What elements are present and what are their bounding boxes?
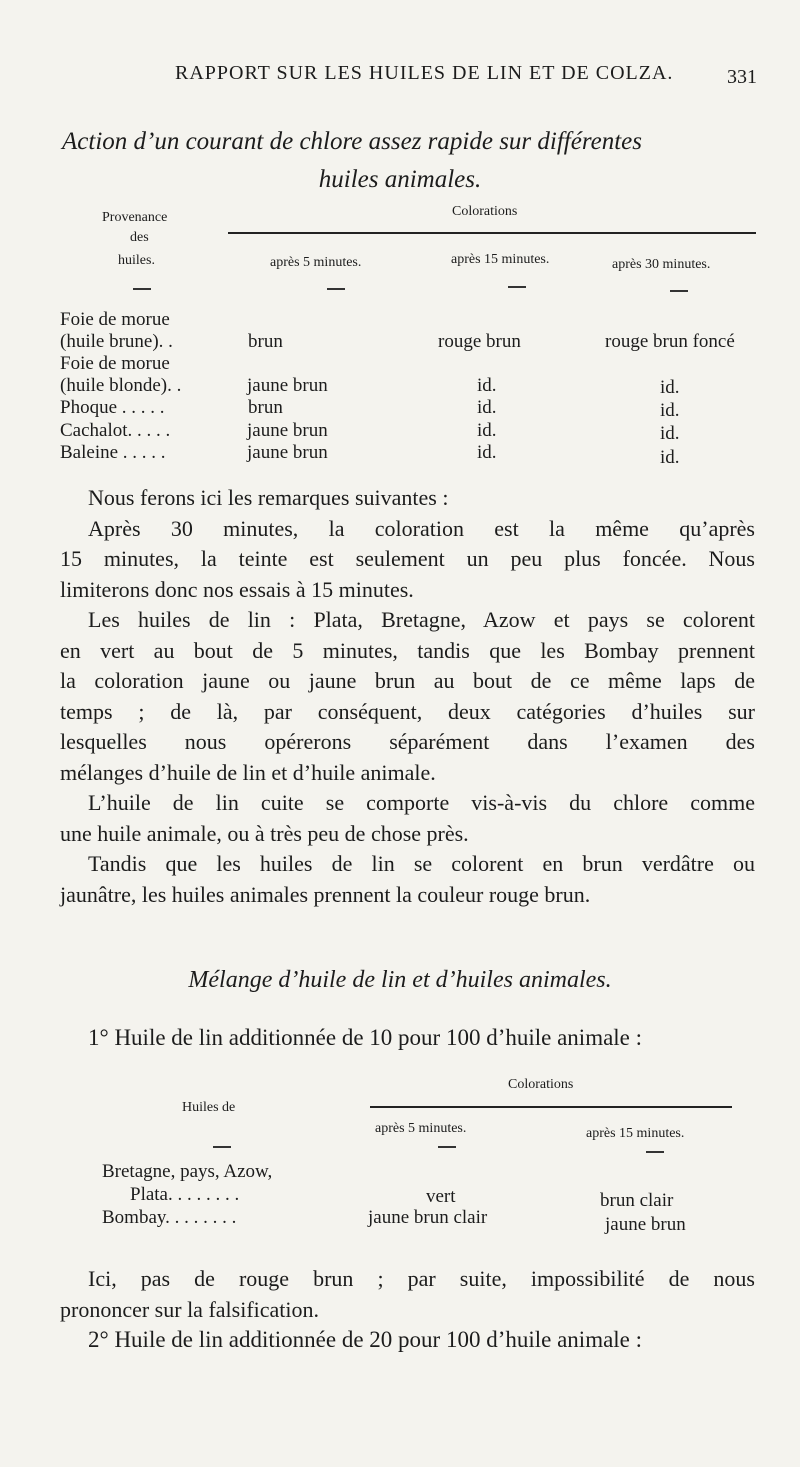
table-1-col-header-line: Provenance [102,210,168,225]
table-1-row-name: (huile blonde). . [60,375,182,396]
table-2-row-name: Bretagne, pays, Azow, [102,1161,273,1182]
paragraph-line: Après 30 minutes, la coloration est la même qu’après [88,515,755,541]
body-text [60,483,755,910]
paragraph-line: une huile animale, ou à très peu de chose près. [60,820,469,846]
table-1-dash [670,290,688,292]
paragraph-line: lesquelles nous opérerons séparément dans l’examen des [60,729,755,754]
table-2-col-header: Huiles de [182,1100,236,1115]
item-2-heading: 2° Huile de lin additionnée de 20 pour 100 d’huile animale : [88,1327,643,1352]
table-1-cell-5min: jaune brun [247,442,328,463]
table-2-row-name: Plata. . . . . . . . [130,1184,240,1205]
paragraph-line: jaunâtre, les huiles animales prennent la couleur rouge brun. [60,881,591,907]
table-1-cell-5min: brun [248,397,283,418]
table-1-row-name: Baleine . . . . . [60,442,166,463]
paragraph-line: la coloration jaune ou jaune brun au bout de ce même laps de [60,668,755,693]
paragraph-line: en vert au bout de 5 minutes, tandis que les Bombay prennent [60,637,755,663]
paragraph-line: Nous ferons ici les remarques suivantes : [88,485,449,510]
table-1-cell-30min: rouge brun foncé [605,331,735,352]
table-1-cell-30min: id. [660,423,680,444]
table-1-cell-15min: id. [477,420,497,441]
table-1-dash [133,288,151,290]
table-1-cell-15min: id. [477,375,497,396]
table-1-row-name: Foie de morue [60,309,170,330]
table-2-cell-5min: jaune brun clair [368,1207,488,1228]
table-1-cell-5min: brun [248,331,283,352]
paragraph-line: Les huiles de lin : Plata, Bretagne, Azow et pays se colorent [88,607,755,632]
table-1-colorations-label: Colorations [452,204,518,219]
subsection-title: Mélange d’huile de lin et d’huiles animales. [188,967,612,993]
paragraph-line: Tandis que les huiles de lin se colorent en brun verdâtre ou [88,851,755,876]
paragraph-line: Ici, pas de rouge brun ; par suite, impossibilité de nous [88,1266,755,1291]
running-title: RAPPORT SUR LES HUILES DE LIN ET DE COLZA. [175,62,674,84]
table-1-col-header-line: des [130,230,149,245]
table-2-colorations-label: Colorations [508,1077,574,1092]
paragraph-line: L’huile de lin cuite se comporte vis-à-vis du chlore comme [88,790,755,815]
table-2-cell-5min: vert [426,1186,456,1207]
table-1-subheader: après 5 minutes. [270,255,362,270]
table-2-row-name: Bombay. . . . . . . . [102,1207,237,1228]
paragraph-line: temps ; de là, par conséquent, deux catégories d’huiles sur [60,698,755,724]
paragraph-line: mélanges d’huile de lin et d’huile animale. [60,759,436,785]
table-2-header-rule [370,1106,732,1108]
table-1-row-name: Cachalot. . . . . [60,420,171,441]
paragraph-line: prononcer sur la falsification. [60,1296,320,1322]
table-1-row-name: (huile brune). . [60,331,173,352]
table-1-cell-15min: id. [477,397,497,418]
table-2-subheader: après 5 minutes. [375,1121,467,1136]
table-2-dash [438,1146,456,1148]
table-2-dash [646,1151,664,1153]
table-1-cell-15min: id. [477,442,497,463]
table-1-header-rule [228,232,756,234]
table-2-subheader: après 15 minutes. [586,1126,685,1141]
table-1-row-name: Foie de morue [60,353,170,374]
body-text-after [60,1264,755,1325]
section-title-line-2: huiles animales. [318,166,482,193]
table-1-subheader: après 30 minutes. [612,257,711,272]
table-2-cell-15min: jaune brun [605,1214,686,1235]
table-1-row-name: Phoque . . . . . [60,397,165,418]
table-1-dash [327,288,345,290]
item-1-heading: 1° Huile de lin additionnée de 10 pour 100 d’huile animale : [88,1025,643,1050]
paragraph-line: limiterons donc nos essais à 15 minutes. [60,576,414,602]
table-1-cell-30min: id. [660,447,680,468]
table-2-cell-15min: brun clair [600,1190,674,1211]
table-1-cell-5min: jaune brun [247,375,328,396]
table-1-subheader: après 15 minutes. [451,252,550,267]
table-2-dash [213,1146,231,1148]
paragraph-line: 15 minutes, la teinte est seulement un peu plus foncée. Nous [60,546,755,571]
page-number: 331 [727,66,757,88]
table-1-cell-5min: jaune brun [247,420,328,441]
table-1-dash [508,286,526,288]
table-1-cell-15min: rouge brun [438,331,521,352]
table-1-cell-30min: id. [660,377,680,398]
section-title-line-1: Action d’un courant de chlore assez rapide sur différentes [62,128,643,155]
table-1-col-header-line: huiles. [118,253,155,268]
table-1-cell-30min: id. [660,400,680,421]
